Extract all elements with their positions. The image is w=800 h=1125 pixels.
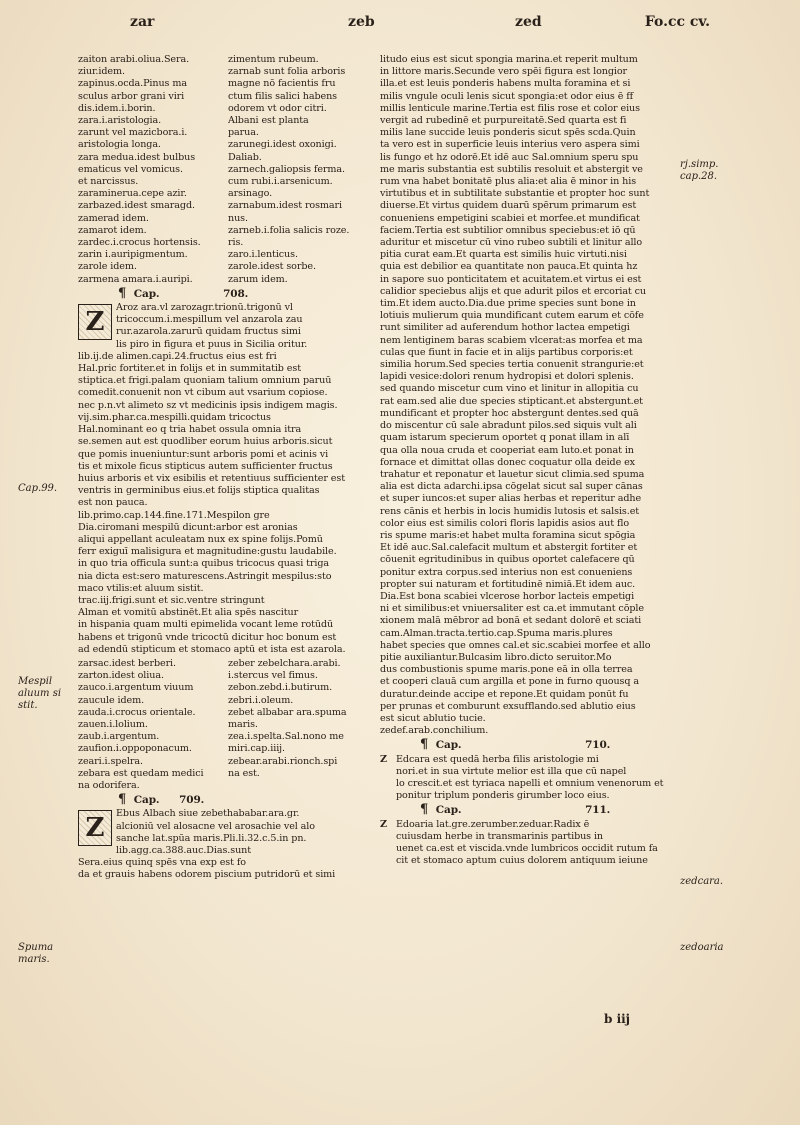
text-line: ventris in germinibus eius.et folijs stiptica qualitas — [78, 485, 320, 497]
glossary-entry: zarin i.auripigmentum. — [78, 249, 188, 261]
glossary-entry: ris. — [228, 237, 244, 249]
text-line: ponitur triplum ponderis girumber loco eius. — [396, 790, 610, 802]
chapter-label: Cap. — [435, 739, 462, 752]
chapter-708-text — [78, 302, 370, 656]
text-line: comedit.conuenit non vt cibum aut vsarium copiose. — [78, 387, 328, 399]
margin-note-simp: rj.simp. cap.28. — [680, 159, 719, 182]
text-line: Sera.eius quinq spēs vna exp est fo — [78, 857, 246, 869]
text-line: similia horum.Sed species tertia conuenit strangurie:et — [380, 359, 644, 371]
text-line: ferr exiguī malisigura et magnitudine:gustu laudabile. — [78, 546, 337, 558]
left-column — [78, 54, 370, 882]
text-line: in quo tria officula sunt:a quibus tricocus quasi triga — [78, 558, 330, 570]
chapter-708-body — [78, 302, 370, 656]
text-line: huius arboris et vix esibilis et retentiuus sufficienter est — [78, 472, 345, 484]
paragraph-mark-icon: ¶ — [118, 792, 127, 808]
glossary-entry: zarunegi.idest oxonigi. — [228, 139, 337, 151]
signature-mark: b iij — [604, 1012, 631, 1026]
decorated-initial: Z — [78, 810, 112, 846]
text-line: est sicut ablutio tucie. — [380, 712, 486, 724]
glossary-entry: zaufion.i.oppoponacum. — [78, 743, 192, 755]
glossary-entry: zardec.i.crocus hortensis. — [78, 237, 201, 249]
glossary-entry: ctum filis salici habens — [228, 90, 337, 102]
text-line: virtutibus et in subtilitate substantie et propter hoc sunt — [380, 188, 650, 200]
glossary-entry: zara medua.idest bulbus — [78, 151, 196, 163]
text-line: habet species que omnes cal.et sic.scabiei morfee et allo — [380, 639, 651, 651]
text-line: milis vngule oculi lenis sicut spongia:et odor eius ē ff — [380, 90, 634, 102]
glossary-entry: zeber zebelchara.arabi. — [228, 657, 341, 669]
glossary-entry: parua. — [228, 127, 259, 139]
glossary-entry: zauen.i.lolium. — [78, 718, 148, 730]
text-line: aliqui appellant aculeatam nux ex spine folijs.Pomū — [78, 533, 323, 545]
text-line: calidior speciebus alijs et que adurit pilos et ercoriat cu — [380, 285, 646, 297]
glossary-entry: zaub.i.argentum. — [78, 731, 160, 743]
chapter-number: 708. — [223, 287, 249, 300]
chapter-710-text — [396, 754, 676, 803]
text-line: in sapore suo ponticitatem et acuitatem.et virtus ei est — [380, 273, 642, 285]
paragraph-mark-icon: ¶ — [420, 737, 429, 753]
glossary-mid-left — [78, 658, 220, 792]
glossary-entry: et narcissus. — [78, 176, 139, 188]
text-line: lo crescit.et est tyriaca napelli et omnium venenorum et — [396, 777, 664, 789]
chapter-number: 711. — [585, 804, 611, 817]
text-line: vergit ad rubedinē et purpureitatē.Sed quarta est fi — [380, 115, 627, 127]
margin-note-mespil: Mespil aluum si stit. — [18, 676, 62, 711]
head-right-a: zed — [515, 14, 542, 30]
glossary-entry: zaucule idem. — [78, 694, 145, 706]
text-line: xionem malā mēbror ad bonā et sedant dolorē et sciati — [380, 615, 642, 627]
text-line: qua olla noua cruda et cooperiat eam luto.et ponat in — [380, 444, 634, 456]
text-line: ni et similibus:et vniuersaliter est ca.et immutant cōple — [380, 603, 644, 615]
text-line: Edoaria lat.gre.zerumber.zeduar.Radix ē — [396, 818, 590, 830]
chapter-heading-708 — [118, 285, 370, 301]
text-line: est non pauca. — [78, 497, 148, 509]
text-line: quia est debilior ea quantitate non pauca.Et quinta hz — [380, 261, 638, 273]
text-line: millis lenticule marine.Tertia est filis rose et color eius — [380, 102, 640, 114]
chapter-heading-709 — [118, 794, 370, 806]
glossary-entry: zauco.i.argentum viuum — [78, 682, 194, 694]
glossary-entry: zarnabum.idest rosmari — [228, 200, 342, 212]
text-line: color eius est similis colori floris lapidis asios aut flo — [380, 517, 630, 529]
chapter-heading-710 — [420, 739, 676, 751]
text-line: uenet ca.est et viscida.vnde lumbricos occidit rutum fa — [396, 843, 658, 854]
text-line: lis fungo et hz odorē.Et idē auc Sal.omnium speru spu — [380, 151, 639, 163]
glossary-entry: zebri.i.oleum. — [228, 694, 294, 706]
glossary-entry: zebara est quedam medici — [78, 767, 204, 779]
glossary-entry: arsinago. — [228, 188, 273, 200]
glossary-mid — [78, 658, 370, 792]
glossary-entry: ziur.idem. — [78, 66, 125, 78]
text-line: tricoccum.i.mespillum vel anzarola zau — [116, 314, 303, 326]
text-line: trac.iij.frigi.sunt et sic.ventre stringunt — [78, 594, 265, 606]
glossary-entry: zamarot idem. — [78, 224, 147, 236]
chapter-709-text — [78, 808, 370, 881]
text-line: ris spume maris:et habet multa foramina sicut spōgia — [380, 529, 636, 541]
text-line: propter sui naturam et fortitudinē nimiā.Et idem auc. — [380, 578, 636, 590]
text-line: stiptica.et frigi.palam quoniam talium omnium paruū — [78, 375, 332, 387]
glossary-top-left — [78, 54, 220, 286]
chapter-number: 710. — [585, 739, 611, 752]
text-line: culas que fiunt in facie et in alijs partibus corporis:et — [380, 346, 633, 358]
text-line: dus combustionis spume maris.pone eā in olla terrea — [380, 664, 633, 676]
glossary-entry: zarnech.galiopsis ferma. — [228, 163, 345, 175]
chapter-711-body — [380, 819, 676, 868]
margin-note-zedcara: zedcara. — [680, 876, 724, 887]
text-line: trahatur et reponatur et lauetur sicut climia.sed spuma — [380, 468, 645, 480]
glossary-entry: zara.i.aristologia. — [78, 115, 162, 127]
text-line: Aroz ara.vl zarozagr.trionū.trigonū vl — [116, 302, 293, 314]
glossary-top — [78, 54, 370, 286]
glossary-entry: zamerad idem. — [78, 212, 149, 224]
glossary-entry: zapinus.ocda.Pinus ma — [78, 78, 187, 90]
glossary-entry: na odorifera. — [78, 779, 140, 791]
glossary-entry: zarmena amara.i.auripi. — [78, 273, 193, 285]
text-line: vij.sim.phar.ca.mespilli.quidam tricoctus — [78, 411, 271, 423]
glossary-entry: zimentum rubeum. — [228, 54, 319, 65]
text-line: nec p.n.vt alimeto sz vt medicinis ipsis indigem magis. — [78, 399, 338, 411]
text-line: et super iuncos:et super alias herbas et reperitur adhe — [380, 493, 642, 505]
text-line: cam.Alman.tracta.tertio.cap.Spuma maris.plures — [380, 627, 613, 639]
text-line: milis lane succide leuis ponderis sicut spēs scda.Quin — [380, 127, 636, 139]
text-line: pitie auxiliantur.Bulcasim libro.dicto seruitor.Mo — [380, 651, 612, 663]
glossary-entry: zaiton arabi.oliua.Sera. — [78, 54, 190, 65]
text-line: Et idē auc.Sal.calefacit multum et abstergit fortiter et — [380, 542, 638, 554]
glossary-mid-right — [228, 658, 370, 792]
glossary-entry: zebon.zebd.i.butirum. — [228, 682, 333, 694]
glossary-entry: zarnab sunt folia arboris — [228, 66, 346, 78]
text-line: litudo eius est sicut spongia marina.et reperit multum — [380, 54, 638, 65]
glossary-entry: zaro.i.lenticus. — [228, 249, 298, 261]
text-line: lotiuis mulierum quia mundificant cutem earum et cōfe — [380, 310, 644, 322]
text-line: in littore maris.Secunde vero spēi figura est longior — [380, 66, 627, 78]
glossary-entry: nus. — [228, 212, 248, 224]
spuma-maris-text — [380, 54, 676, 737]
text-line: sed quando miscetur cum vino et linitur in allopitia cu — [380, 383, 639, 395]
text-line: Hal.nominant eo q tria habet ossula omnia itra — [78, 424, 302, 436]
glossary-entry: zarole idem. — [78, 261, 137, 273]
glossary-entry: zauda.i.crocus orientale. — [78, 706, 196, 718]
text-line: pitia curat eam.Et quarta est similis huic virtuti.nisi — [380, 249, 627, 261]
text-line: lis piro in figura et puus in Sicilia oritur. — [116, 338, 308, 350]
text-line: habens et trigonū vnde tricoctū dicitur hoc bonum est — [78, 631, 337, 643]
text-line: tim.Et idem aucto.Dia.due prime species sunt bone in — [380, 298, 636, 310]
paragraph-mark-icon: ¶ — [420, 802, 429, 818]
paragraph-mark-icon: ¶ — [118, 285, 127, 301]
initial-letter: Z — [380, 753, 387, 765]
right-column — [380, 54, 676, 867]
text-line: Ebus Albach siue zebethababar.ara.gr. — [116, 808, 300, 820]
text-line: mundificant et propter hoc abstergunt dentes.sed quā — [380, 407, 639, 419]
text-line: do miscentur cū sale abradunt pilos.sed siquis vult ali — [380, 420, 637, 432]
text-line: rum vna habet bonitatē plus alia:et alia ē minor in his — [380, 176, 637, 188]
text-line: ta vero est in superficie leuis interius vero aspera simi — [380, 139, 640, 151]
text-line: runt similiter ad auferendum hothor lactea empetigi — [380, 322, 630, 334]
margin-note-spuma: Spuma maris. — [18, 942, 54, 965]
text-line: maco vtilis:et aluum sistit. — [78, 582, 204, 594]
text-line: rens cānis et herbis in locis humidis lutosis et salsis.et — [380, 505, 640, 517]
glossary-entry: zeari.i.spelra. — [78, 755, 143, 767]
text-line: alcioniū vel alosacne vel arosachie vel alo — [116, 820, 315, 832]
text-line: cit et stomaco aptum cuius dolorem antiquum ieiune — [396, 855, 648, 867]
head-left-a: zar — [130, 14, 155, 30]
text-line: da et grauis habens odorem piscium putridorū et simi — [78, 869, 336, 881]
text-line: illa.et est leuis ponderis habens multa foramina et si — [380, 78, 631, 90]
glossary-entry: zarum idem. — [228, 273, 288, 285]
glossary-entry: zea.i.spelta.Sal.nono me — [228, 731, 344, 743]
glossary-entry: zarsac.idest berberi. — [78, 657, 176, 669]
text-line: Dia.Est bona scabiei vlcerose horbor lacteis empetigi — [380, 590, 635, 602]
glossary-entry: zarunt vel mazicbora.i. — [78, 127, 188, 139]
chapter-heading-711 — [420, 804, 676, 816]
glossary-entry: zaraminerua.cepe azir. — [78, 188, 187, 200]
glossary-entry: zarton.idest oliua. — [78, 670, 164, 682]
chapter-711-text — [396, 819, 676, 868]
text-line: nem lentiginem baras scabiem vlcerat:as morfea et ma — [380, 334, 643, 346]
text-line: cuiusdam herbe in transmarinis partibus in — [396, 830, 604, 842]
chapter-label: Cap. — [435, 804, 462, 817]
text-line: rat eam.sed alie due species stipticant.et abstergunt.et — [380, 395, 643, 407]
text-line: lib.ij.de alimen.capi.24.fructus eius est fri — [78, 350, 277, 362]
text-line: rur.azarola.zarurū quidam fructus simi — [116, 326, 301, 338]
text-line: fornace et dimittat ollas donec coquatur olla deide ex — [380, 456, 635, 468]
glossary-entry: zebear.arabi.rionch.spi — [228, 755, 338, 767]
glossary-entry: i.stercus vel fimus. — [228, 670, 318, 682]
glossary-entry: cum rubi.i.arsenicum. — [228, 176, 333, 188]
margin-note-zedoaria: zedoaria — [680, 942, 724, 953]
glossary-entry: ematicus vel vomicus. — [78, 163, 183, 175]
text-line: ponitur extra corpus.sed interius non est conueniens — [380, 566, 633, 578]
text-line: sanche lat.spūa maris.Pli.li.32.c.5.in pn. — [116, 832, 307, 844]
glossary-entry: aristologia longa. — [78, 139, 161, 151]
text-line: in hispania quam multi epimelida vocant leme rotūdū — [78, 619, 334, 631]
decorated-initial: Z — [78, 304, 112, 340]
initial-letter: Z — [380, 818, 387, 830]
chapter-label: Cap. — [133, 794, 160, 807]
head-left-b: zeb — [348, 14, 375, 30]
glossary-top-right — [228, 54, 370, 286]
text-line: diuerse.Et virtus quidem duarū spērum primarum est — [380, 200, 637, 212]
text-line: faciem.Tertia est subtilior omnibus speciebus:et iō qū — [380, 224, 636, 236]
text-line: alia est dicta adarchi.ipsa cōgelat sicut sal super cānas — [380, 481, 643, 493]
margin-note-cap99: Cap.99. — [18, 483, 58, 494]
text-line: conueniens empetigini scabiei et morfee.et mundificat — [380, 212, 640, 224]
text-line: zedef.arab.conchilium. — [380, 725, 489, 737]
glossary-entry: zarole.idest sorbe. — [228, 261, 316, 273]
glossary-entry: miri.cap.iiij. — [228, 743, 285, 755]
glossary-entry: odorem vt odor citri. — [228, 102, 327, 114]
text-line: aduritur et miscetur cū vino rubeo subtili et linitur allo — [380, 237, 643, 249]
text-line: nori.et in sua virtute melior est illa que cū napel — [396, 765, 627, 777]
text-line: duratur.deinde accipe et repone.Et quidam ponūt fu — [380, 688, 629, 700]
text-line: que pomis inueniuntur:sunt arboris pomi et acinis vi — [78, 448, 329, 460]
text-line: ad edendū stipticum et stomaco aptū et ista est azarola. — [78, 643, 346, 655]
text-line: Edcara est quedā herba filis aristologie mi — [396, 753, 599, 765]
folio-number: Fo.cc cv. — [644, 14, 710, 30]
text-line: lapidi vesice:dolori renum hydropisi et dolori splenis. — [380, 371, 634, 383]
chapter-709-body — [78, 808, 370, 881]
text-line: Dia.ciromani mespilū dicunt:arbor est aronias — [78, 521, 298, 533]
text-line: Alman et vomitū abstinēt.Et alia spēs nascitur — [78, 607, 299, 619]
glossary-entry: zebet albabar ara.spuma — [228, 706, 347, 718]
glossary-entry: maris. — [228, 718, 258, 730]
text-line: nia dicta est:sero maturescens.Astringit mespilus:sto — [78, 570, 332, 582]
text-line: per prunas et comburunt exsufflando.sed ablutio eius — [380, 700, 636, 712]
glossary-entry: sculus arbor grani viri — [78, 90, 185, 102]
text-line: se.semen aut est quodliber eorum huius arboris.sicut — [78, 436, 333, 448]
glossary-entry: zarneb.i.folia salicis roze. — [228, 224, 350, 236]
glossary-entry: Albani est planta — [228, 115, 309, 127]
glossary-entry: na est. — [228, 767, 260, 779]
running-head — [130, 14, 710, 36]
text-line: lib.primo.cap.144.fine.171.Mespilon gre — [78, 509, 270, 521]
glossary-entry: Daliab. — [228, 151, 262, 163]
glossary-entry: zarbazed.idest smaragd. — [78, 200, 195, 212]
text-line: me maris substantia est subtilis resoluit et abstergit ve — [380, 163, 643, 175]
glossary-entry: dis.idem.i.borin. — [78, 102, 156, 114]
text-line: lib.agg.ca.388.auc.Dias.sunt — [116, 845, 251, 856]
chapter-label: Cap. — [133, 287, 160, 300]
text-line: Hal.pric fortiter.et in folijs et in summitatib est — [78, 363, 301, 375]
chapter-number: 709. — [179, 794, 205, 807]
glossary-entry: magne nō facientis fru — [228, 78, 336, 90]
text-line: quam istarum specierum oportet q ponat illam in alī — [380, 432, 630, 444]
text-line: cōuenit egritudinibus in quibus oportet calefacere qū — [380, 554, 635, 566]
chapter-710-body — [380, 754, 676, 803]
text-line: et cooperi clauā cum argilla et pone in furno quousq a — [380, 676, 639, 688]
text-line: tis et mixole ficus stipticus autem sufficienter fructus — [78, 460, 333, 472]
